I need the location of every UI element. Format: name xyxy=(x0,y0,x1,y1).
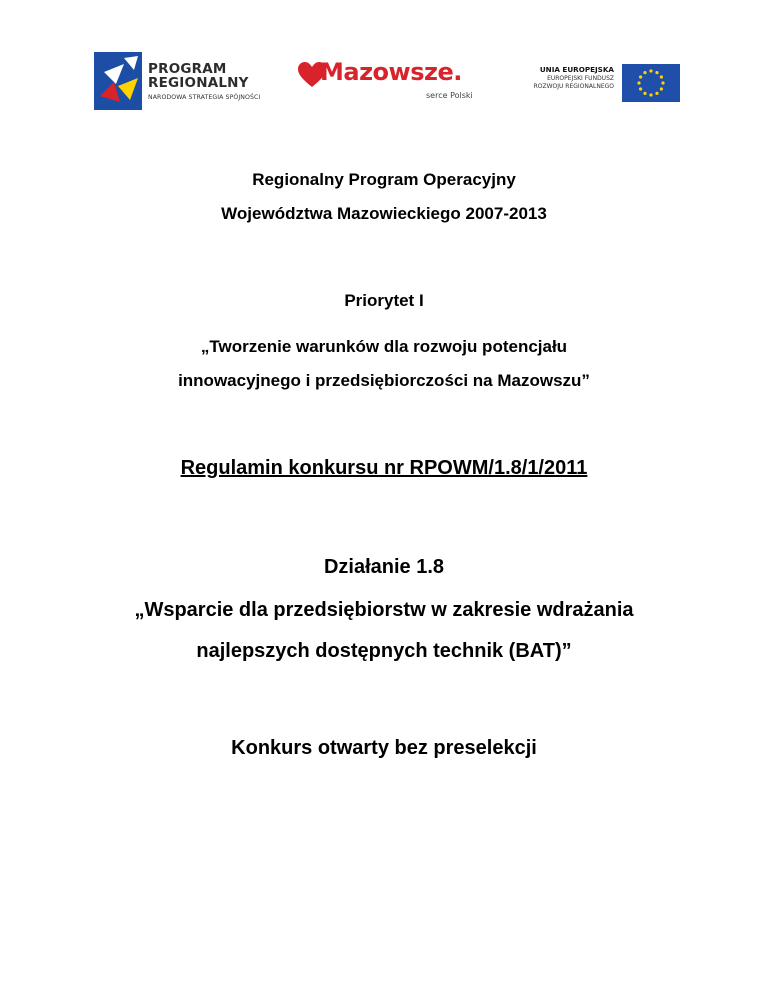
eu-logo xyxy=(520,64,680,104)
program-line1: PROGRAM xyxy=(148,61,227,77)
priority-title-line1: „Tworzenie warunków dla rozwoju potencjału xyxy=(200,337,568,356)
action-title-line2: najlepszych dostępnych technik (BAT)” xyxy=(196,640,572,662)
priority-label: Priorytet I xyxy=(344,291,424,310)
mazowsze-wordmark: Mazowsze. xyxy=(320,58,462,86)
eu-line2: EUROPEJSKI FUNDUSZ xyxy=(547,74,614,82)
program-name-line1: Regionalny Program Operacyjny xyxy=(252,170,516,189)
contest-type: Konkurs otwarty bez preselekcji xyxy=(231,737,537,759)
eu-title: UNIA EUROPEJSKA xyxy=(539,65,614,74)
action-label: Działanie 1.8 xyxy=(323,556,445,578)
action-title-line1: „Wsparcie dla przedsiębiorstw w zakresie wdrażania xyxy=(134,599,634,621)
eu-flag-icon xyxy=(622,64,680,102)
program-subtitle: NARODOWA STRATEGIA SPÓJNOŚCI xyxy=(148,94,261,101)
mazowsze-logo xyxy=(298,58,498,108)
program-name-line2: Województwa Mazowieckiego 2007-2013 xyxy=(221,204,547,223)
priority-title-line2: innowacyjnego i przedsiębiorczości na Mazowszu” xyxy=(178,371,590,390)
program-regionalny-logo xyxy=(92,48,272,114)
program-regionalny-emblem-icon xyxy=(94,52,142,110)
regulation-title: Regulamin konkursu nr RPOWM/1.8/1/2011 xyxy=(180,457,588,479)
eu-text-block xyxy=(534,66,614,92)
eu-line3: ROZWOJU REGIONALNEGO xyxy=(533,83,614,90)
logo-bar xyxy=(92,48,677,114)
program-regionalny-title xyxy=(148,62,249,90)
program-line2: REGIONALNY xyxy=(148,75,249,91)
mazowsze-tagline: serce Polski xyxy=(426,91,473,100)
